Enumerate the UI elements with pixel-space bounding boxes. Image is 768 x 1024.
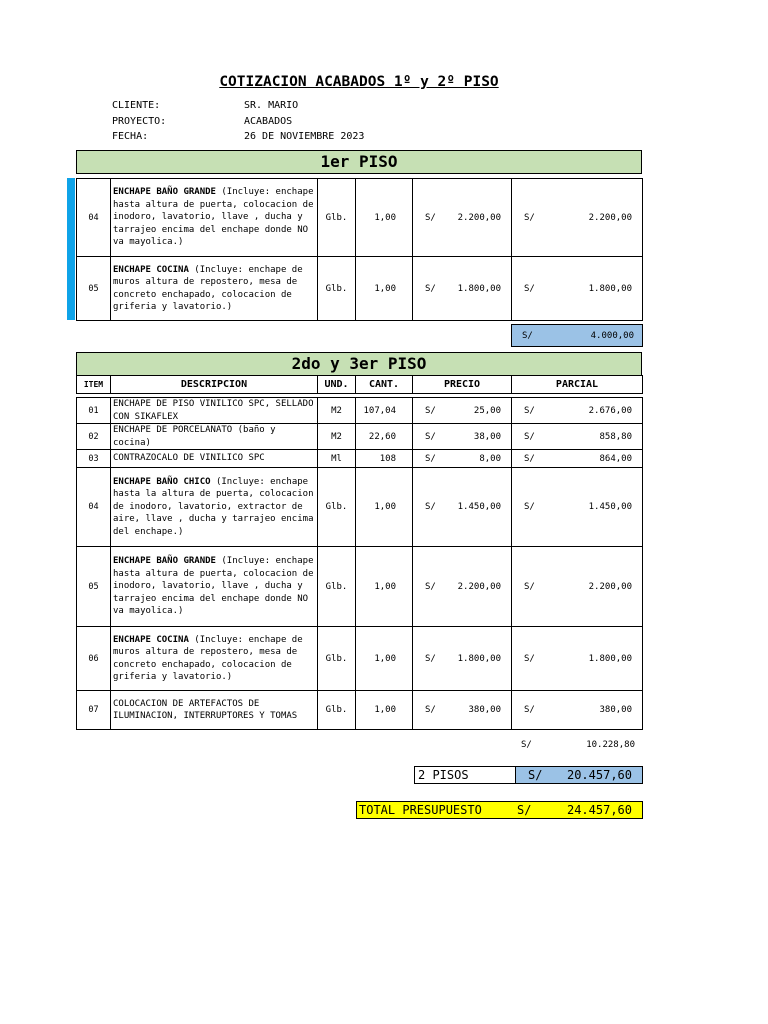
total-value: 24.457,60: [566, 803, 632, 817]
partial-cell: [512, 691, 643, 730]
section-2do-3er-piso: 2do y 3er PISO: [76, 352, 642, 376]
description-text: ENCHAPE DE PORCELANATO (baño y cocina): [113, 425, 276, 448]
currency-symbol: S/: [425, 705, 436, 715]
partial-value: 1.800,00: [588, 653, 632, 664]
description-cell: [111, 691, 318, 730]
table-2do-3er-piso: [76, 375, 643, 730]
table-row: [77, 179, 643, 257]
partial-value: 2.200,00: [588, 581, 632, 592]
description-cell: [111, 424, 318, 450]
total-label: TOTAL PRESUPUESTO: [359, 803, 482, 817]
table-row: [77, 468, 643, 547]
table-row: [77, 398, 643, 424]
fecha-label: FECHA:: [112, 131, 149, 142]
quantity-cell: 107,04: [356, 398, 413, 424]
description-cell: [111, 450, 318, 468]
currency-symbol: S/: [524, 653, 535, 664]
description-cell: [111, 468, 318, 547]
price-value: 1.800,00: [457, 653, 501, 664]
currency-symbol: S/: [425, 653, 436, 664]
description-text: (Incluye: enchape de muros altura de repostero, mesa de concreto enchapado, colocacion de griferia y lavatorio.): [113, 634, 303, 682]
description-text: COLOCACION DE ARTEFACTOS DE ILUMINACION, INTERRUPTORES Y TOMAS: [113, 698, 298, 721]
pisos-value: 20.457,60: [566, 768, 632, 782]
price-value: 1.450,00: [457, 502, 501, 512]
description-bold: ENCHAPE BAÑO GRANDE: [113, 556, 216, 567]
item-cell: 01: [77, 398, 111, 424]
table-row: [77, 547, 643, 627]
price-cell: [413, 179, 512, 257]
unit-cell: Ml: [318, 450, 356, 468]
item-cell: 05: [77, 547, 111, 627]
price-cell: [413, 450, 512, 468]
currency-symbol: S/: [425, 212, 436, 223]
unit-cell: Glb.: [318, 547, 356, 627]
description-text: CONTRAZOCALO DE VINILICO SPC: [113, 453, 265, 464]
currency-symbol: S/: [524, 212, 535, 223]
proyecto-label: PROYECTO:: [112, 116, 167, 127]
description-cell: [111, 398, 318, 424]
description-text: (Incluye: enchape hasta la altura de puerta, colocacion de inodoro, lavatorio, extractor de aire, llave , ducha y tarrajeo encima del enchape.): [113, 476, 314, 537]
description-bold: ENCHAPE COCINA: [113, 634, 189, 645]
currency-symbol: S/: [425, 453, 436, 464]
currency-symbol: S/: [524, 405, 535, 416]
currency-symbol: S/: [521, 740, 532, 750]
description-cell: [111, 627, 318, 691]
header-descripcion: DESCRIPCION: [111, 376, 318, 394]
description-cell: [111, 257, 318, 321]
currency-symbol: S/: [524, 581, 535, 592]
cliente-value: SR. MARIO: [244, 100, 299, 111]
partial-value: 2.676,00: [588, 405, 632, 416]
partial-value: 858,80: [599, 431, 632, 442]
table-row: [77, 450, 643, 468]
description-bold: ENCHAPE BAÑO CHICO: [113, 476, 211, 487]
item-cell: 06: [77, 627, 111, 691]
fecha-value: 26 DE NOVIEMBRE 2023: [244, 131, 365, 142]
currency-symbol: S/: [524, 453, 535, 464]
header-item: ITEM: [77, 376, 111, 394]
quantity-cell: 1,00: [356, 257, 413, 321]
quantity-cell: 108: [356, 450, 413, 468]
currency-symbol: S/: [425, 502, 436, 512]
quantity-cell: 1,00: [356, 468, 413, 547]
partial-value: 864,00: [599, 453, 632, 464]
currency-symbol: S/: [425, 405, 436, 416]
table-row: [77, 257, 643, 321]
item-cell: 07: [77, 691, 111, 730]
currency-symbol: S/: [524, 283, 535, 294]
partial-cell: [512, 627, 643, 691]
partial-cell: [512, 257, 643, 321]
price-cell: [413, 627, 512, 691]
unit-cell: Glb.: [318, 257, 356, 321]
price-cell: [413, 257, 512, 321]
description-text: (Incluye: enchape de muros altura de repostero, mesa de concreto enchapado, colocacion de griferia y lavatorio.): [113, 264, 303, 312]
currency-symbol: S/: [522, 330, 533, 341]
currency-symbol: S/: [524, 431, 535, 442]
currency-symbol: S/: [517, 803, 532, 817]
partial-cell: [512, 468, 643, 547]
table-row: [77, 627, 643, 691]
item-cell: 03: [77, 450, 111, 468]
currency-symbol: S/: [524, 705, 535, 715]
partial-value: 380,00: [599, 705, 632, 715]
price-cell: [413, 424, 512, 450]
table-row: [77, 424, 643, 450]
partial-cell: [512, 547, 643, 627]
price-value: 380,00: [468, 705, 501, 715]
quantity-cell: 1,00: [356, 547, 413, 627]
total-value-cell: [517, 803, 632, 817]
pisos-label: 2 PISOS: [418, 768, 469, 782]
description-bold: ENCHAPE BAÑO GRANDE: [113, 187, 216, 198]
price-value: 1.800,00: [457, 283, 501, 294]
price-value: 2.200,00: [457, 212, 501, 223]
currency-symbol: S/: [524, 502, 535, 512]
table-1er-piso: [76, 178, 643, 321]
description-cell: [111, 547, 318, 627]
currency-symbol: S/: [425, 581, 436, 592]
proyecto-value: ACABADOS: [244, 116, 293, 127]
unit-cell: Glb.: [318, 179, 356, 257]
section-1er-piso: 1er PISO: [76, 150, 642, 174]
item-cell: 05: [77, 257, 111, 321]
price-value: 25,00: [473, 405, 501, 416]
quantity-cell: 1,00: [356, 627, 413, 691]
page-title: COTIZACION ACABADOS 1º y 2º PISO: [219, 74, 499, 90]
currency-symbol: S/: [425, 431, 436, 442]
description-bold: ENCHAPE COCINA: [113, 264, 189, 275]
total-presupuesto-box: [356, 801, 643, 819]
item-cell: 04: [77, 179, 111, 257]
unit-cell: Glb.: [318, 627, 356, 691]
currency-symbol: S/: [528, 768, 543, 782]
header-cant: CANT.: [356, 376, 413, 394]
quantity-cell: 22,60: [356, 424, 413, 450]
price-value: 8,00: [479, 453, 501, 464]
description-text: (Incluye: enchape hasta altura de puerta, colocacion de inodoro, lavatorio, llave , ducha y tarrajeo encima del enchape donde NO va mayolica.): [113, 187, 314, 248]
price-cell: [413, 398, 512, 424]
header-precio: PRECIO: [413, 376, 512, 394]
subtotal-2do-3er-piso: [511, 740, 643, 752]
subtotal-2do-3er-piso-value: 10.228,80: [586, 740, 635, 750]
subtotal-1er-piso: [511, 324, 643, 347]
partial-cell: [512, 450, 643, 468]
unit-cell: M2: [318, 424, 356, 450]
header-und: UND.: [318, 376, 356, 394]
quantity-cell: 1,00: [356, 691, 413, 730]
selection-marker: [67, 178, 75, 320]
item-cell: 02: [77, 424, 111, 450]
price-cell: [413, 547, 512, 627]
header-parcial: PARCIAL: [512, 376, 643, 394]
unit-cell: Glb.: [318, 468, 356, 547]
partial-value: 1.800,00: [588, 283, 632, 294]
item-cell: 04: [77, 468, 111, 547]
price-value: 2.200,00: [457, 581, 501, 592]
partial-value: 2.200,00: [588, 212, 632, 223]
unit-cell: Glb.: [318, 691, 356, 730]
partial-cell: [512, 179, 643, 257]
partial-cell: [512, 398, 643, 424]
partial-value: 1.450,00: [588, 502, 632, 512]
pisos-total-box: [414, 766, 643, 784]
price-cell: [413, 691, 512, 730]
currency-symbol: S/: [425, 283, 436, 294]
subtotal-1er-piso-value: 4.000,00: [590, 330, 634, 341]
quantity-cell: 1,00: [356, 179, 413, 257]
price-cell: [413, 468, 512, 547]
partial-cell: [512, 424, 643, 450]
description-cell: [111, 179, 318, 257]
description-text: (Incluye: enchape hasta altura de puerta, colocacion de inodoro, lavatorio, llave , ducha y tarrajeo encima del enchape donde NO va mayolica.): [113, 556, 314, 617]
price-value: 38,00: [473, 431, 501, 442]
unit-cell: M2: [318, 398, 356, 424]
description-text: ENCHAPE DE PISO VINILICO SPC, SELLADO CON SIKAFLEX: [113, 399, 314, 422]
cliente-label: CLIENTE:: [112, 100, 161, 111]
pisos-value-cell: [515, 767, 642, 783]
table-row: [77, 691, 643, 730]
